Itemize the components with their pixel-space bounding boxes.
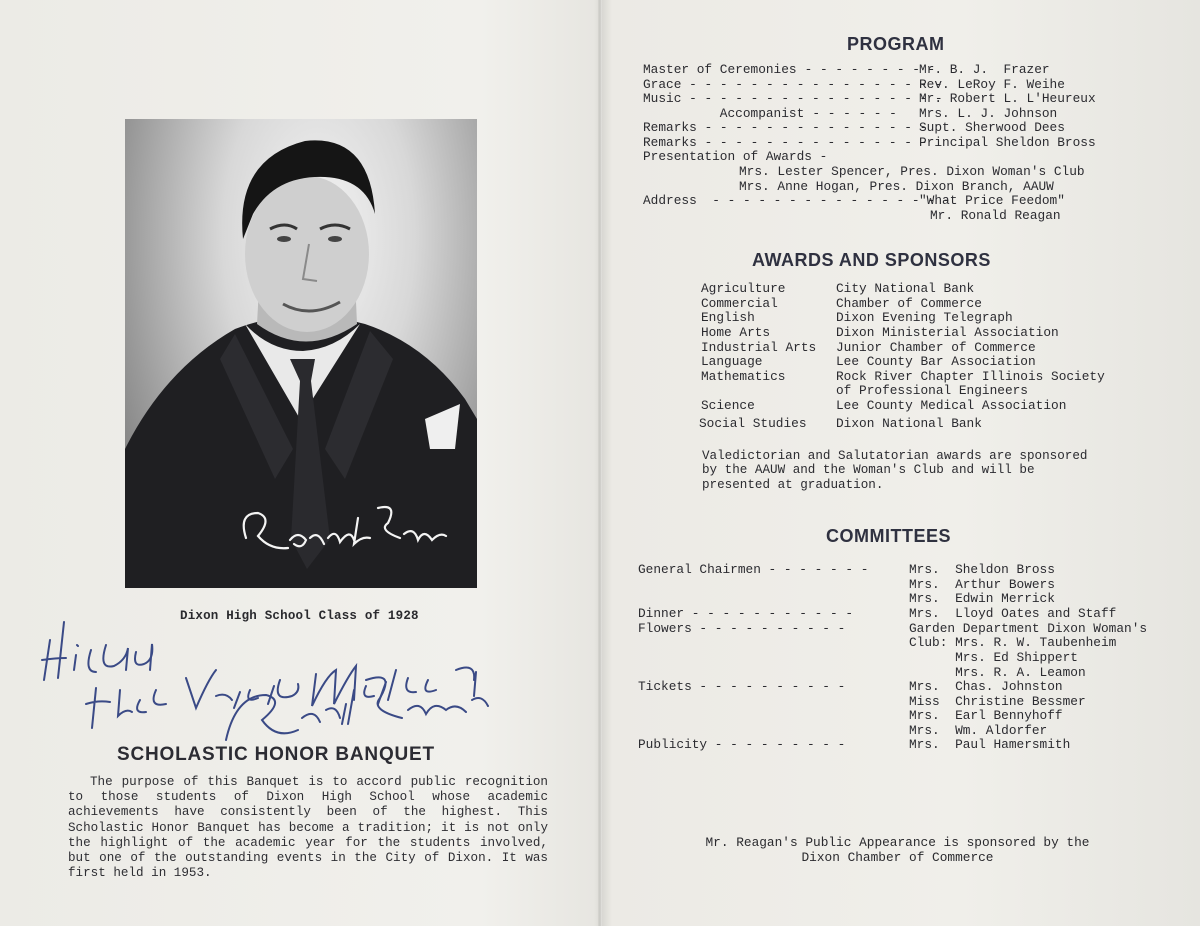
award-sponsor: City National Bank <box>836 281 975 296</box>
program-name: Mrs. Lester Spencer, Pres. Dixon Woman's Club <box>739 164 1085 179</box>
award-subject: Home Arts <box>701 325 771 340</box>
committee-member: Club: Mrs. R. W. Taubenheim <box>909 635 1117 650</box>
committees-heading: COMMITTEES <box>826 526 951 546</box>
program-name: Mrs. Anne Hogan, Pres. Dixon Branch, AAUW <box>739 179 1054 194</box>
committee-name: Publicity - - - - - - - - - <box>638 737 846 752</box>
committee-member: Mrs. Lloyd Oates and Staff <box>909 606 1117 621</box>
committee-member: Garden Department Dixon Woman's <box>909 621 1148 636</box>
committee-member: Mrs. Wm. Aldorfer <box>909 723 1048 738</box>
award-sponsor: Chamber of Commerce <box>836 296 982 311</box>
program-role: Master of Ceremonies <box>643 62 797 77</box>
program-role: Presentation of Awards - <box>643 149 828 164</box>
committee-member: Mrs. Sheldon Bross <box>909 562 1055 577</box>
program-leader: - - - - - - - - - - - - - - - - - <box>681 77 951 92</box>
program-role: Remarks <box>643 120 697 135</box>
program-leader: - - - - - - - - - - - - - - - - - <box>681 91 951 106</box>
award-subject: Industrial Arts <box>701 340 817 355</box>
committee-member: Mrs. Chas. Johnston <box>909 679 1063 694</box>
committee-member: Mrs. R. A. Leamon <box>909 665 1086 680</box>
footer-line-2: Dixon Chamber of Commerce <box>801 850 994 865</box>
awards-heading: AWARDS AND SPONSORS <box>752 250 991 270</box>
footer-line-1: Mr. Reagan's Public Appearance is sponsored by the <box>705 835 1090 850</box>
award-sponsor: Lee County Bar Association <box>836 354 1036 369</box>
program-leader: - - - - - - - - - - - - - - - <box>696 120 935 135</box>
award-subject: Language <box>701 354 763 369</box>
program-role: Address <box>643 193 697 208</box>
program-leader: - - - - - - - - - - - - - - - - <box>696 193 958 208</box>
committee-member: Mrs. Arthur Bowers <box>909 577 1055 592</box>
committee-member: Mrs. Ed Shippert <box>909 650 1078 665</box>
award-sponsor: Rock River Chapter Illinois Society <box>836 369 1105 384</box>
banquet-title: SCHOLASTIC HONOR BANQUET <box>117 744 435 765</box>
award-sponsor: Dixon Evening Telegraph <box>836 310 1013 325</box>
award-subject: Science <box>701 398 755 413</box>
award-sponsor: Junior Chamber of Commerce <box>836 340 1036 355</box>
center-fold <box>598 0 602 926</box>
award-subject: Social Studies <box>699 416 807 431</box>
committee-name: Tickets - - - - - - - - - - <box>638 679 846 694</box>
program-name: "What Price Feedom" <box>919 193 1065 208</box>
committee-member: Mrs. Edwin Merrick <box>909 591 1055 606</box>
purpose-paragraph: The purpose of this Banquet is to accord public recognition to those students of Dixon High School whose academic achievements have consistently been of the highest. This Scholastic Honor Banquet has become a tradition; it is not only the highlight of the academic year for the students involved, but one of the outstanding events in the City of Dixon. It was first held in 1953. <box>68 775 548 881</box>
committee-member: Mrs. Earl Bennyhoff <box>909 708 1063 723</box>
award-subject: Agriculture <box>701 281 786 296</box>
committee-member: Miss Christine Bessmer <box>909 694 1086 709</box>
handwritten-inscription <box>36 600 496 750</box>
photo-signature <box>228 478 453 578</box>
program-name: Principal Sheldon Bross <box>919 135 1096 150</box>
award-sponsor: Dixon Ministerial Association <box>836 325 1059 340</box>
committee-name: Flowers - - - - - - - - - - <box>638 621 846 636</box>
program-name: Mr. B. J. Frazer <box>919 62 1050 77</box>
committee-name: Dinner - - - - - - - - - - - <box>638 606 854 621</box>
program-name: Mrs. L. J. Johnson <box>919 106 1058 121</box>
award-subject: Commercial <box>701 296 778 311</box>
footer-note <box>690 835 1105 865</box>
award-sponsor: of Professional Engineers <box>836 383 1028 398</box>
program-role: Music <box>643 91 682 106</box>
program-name: Mr. Ronald Reagan <box>930 208 1061 223</box>
photo-caption: Dixon High School Class of 1928 <box>180 609 419 623</box>
program-leader: - - - - - - - - - <box>797 62 943 77</box>
program-role: Grace <box>643 77 682 92</box>
program-heading: PROGRAM <box>847 34 945 54</box>
award-sponsor: Lee County Medical Association <box>836 398 1067 413</box>
award-subject: Mathematics <box>701 369 786 384</box>
committee-name: General Chairmen - - - - - - - <box>638 562 869 577</box>
program-name: Supt. Sherwood Dees <box>919 120 1065 135</box>
awards-note: Valedictorian and Salutatorian awards are sponsored by the AAUW and the Woman's Club and will be presented at graduation. <box>702 449 1088 492</box>
program-name: Mr. Robert L. L'Heureux <box>919 91 1096 106</box>
award-subject: English <box>701 310 755 325</box>
award-sponsor: Dixon National Bank <box>836 416 982 431</box>
program-leader: - - - - - - - - - - - - - - - <box>696 135 935 150</box>
program-role: Accompanist <box>643 106 805 121</box>
committee-member: Mrs. Paul Hamersmith <box>909 737 1071 752</box>
program-leader: - - - - - - <box>804 106 905 121</box>
program-role: Remarks <box>643 135 697 150</box>
program-name: Rev. LeRoy F. Weihe <box>919 77 1065 92</box>
